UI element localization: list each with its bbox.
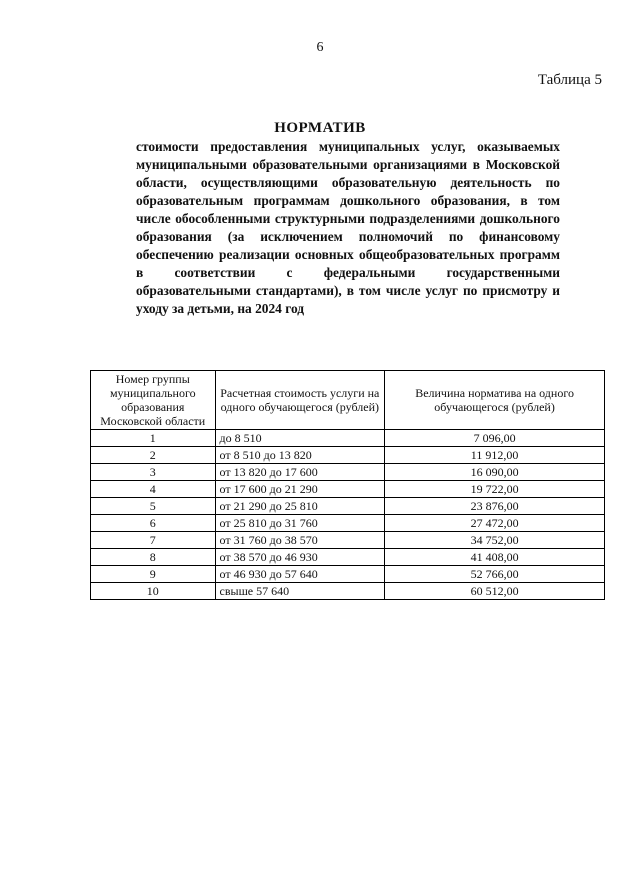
table-row	[91, 532, 605, 549]
cell-value: 7 096,00	[385, 430, 605, 447]
cell-group: 6	[91, 515, 216, 532]
cell-range: от 13 820 до 17 600	[215, 464, 385, 481]
cell-value: 41 408,00	[385, 549, 605, 566]
cell-value: 11 912,00	[385, 447, 605, 464]
table-row	[91, 464, 605, 481]
cell-range: от 31 760 до 38 570	[215, 532, 385, 549]
cell-value: 60 512,00	[385, 583, 605, 600]
cell-range: от 38 570 до 46 930	[215, 549, 385, 566]
cell-group: 4	[91, 481, 216, 498]
cell-range: свыше 57 640	[215, 583, 385, 600]
cell-group: 1	[91, 430, 216, 447]
table-row	[91, 447, 605, 464]
table-row	[91, 498, 605, 515]
cell-range: от 21 290 до 25 810	[215, 498, 385, 515]
header-norm-value: Величина норматива на одного обучающегося (рублей)	[385, 371, 605, 430]
cell-value: 23 876,00	[385, 498, 605, 515]
table-row	[91, 566, 605, 583]
cell-group: 5	[91, 498, 216, 515]
cell-range: от 17 600 до 21 290	[215, 481, 385, 498]
cell-value: 27 472,00	[385, 515, 605, 532]
cell-value: 19 722,00	[385, 481, 605, 498]
document-subtitle: стоимости предоставления муниципальных услуг, оказываемых муниципальными образовательными организациями в Московской области, осуществляющими образовательную деятельность по образовательным программам дошкольного образования, в том числе обособленными структурными подразделениями дошкольного образования (за исключением полномочий по финансовому обеспечению реализации основных общеобразовательных программ в соответствии с федеральными государственными образовательными стандартами), в том числе услуг по присмотру и уходу за детьми, на 2024 год	[136, 139, 560, 316]
cell-value: 16 090,00	[385, 464, 605, 481]
cell-value: 34 752,00	[385, 532, 605, 549]
cell-group: 3	[91, 464, 216, 481]
table-row	[91, 515, 605, 532]
cell-group: 2	[91, 447, 216, 464]
cell-range: от 8 510 до 13 820	[215, 447, 385, 464]
table-row	[91, 549, 605, 566]
table-row	[91, 430, 605, 447]
header-estimated-cost: Расчетная стоимость услуги на одного обучающегося (рублей)	[215, 371, 385, 430]
table-row	[91, 583, 605, 600]
header-group-number: Номер группы муниципального образования Московской области	[91, 371, 216, 430]
table-row	[91, 481, 605, 498]
document-title: НОРМАТИВ	[274, 120, 366, 136]
table-header-row	[91, 371, 605, 430]
page-number: 6	[316, 40, 324, 55]
table-label: Таблица 5	[537, 72, 602, 88]
norm-table	[90, 370, 605, 600]
cell-range: до 8 510	[215, 430, 385, 447]
cell-group: 10	[91, 583, 216, 600]
cell-range: от 46 930 до 57 640	[215, 566, 385, 583]
cell-group: 9	[91, 566, 216, 583]
cell-group: 7	[91, 532, 216, 549]
cell-range: от 25 810 до 31 760	[215, 515, 385, 532]
cell-value: 52 766,00	[385, 566, 605, 583]
cell-group: 8	[91, 549, 216, 566]
